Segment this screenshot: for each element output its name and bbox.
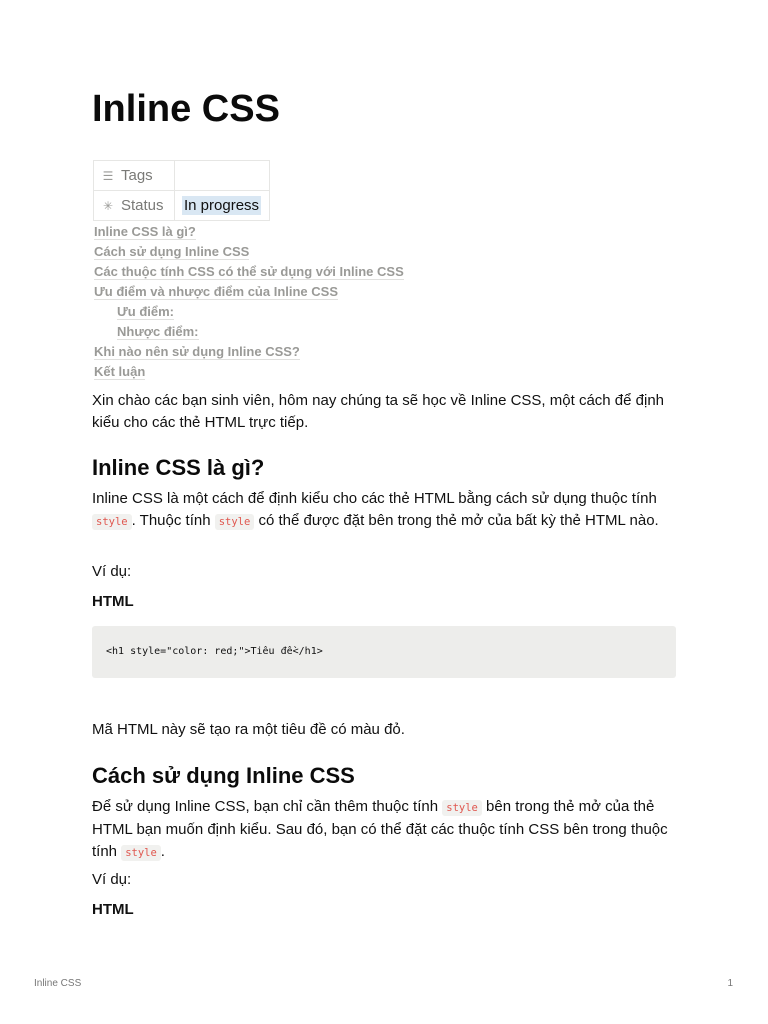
inline-code: style (92, 514, 132, 530)
intro-paragraph: Xin chào các bạn sinh viên, hôm nay chúng ta sẽ học về Inline CSS, một cách để định kiểu cho các thẻ HTML trực tiếp. (92, 392, 665, 431)
toc-link[interactable]: Khi nào nên sử dụng Inline CSS? (94, 344, 300, 359)
section-heading: Cách sử dụng Inline CSS (92, 763, 355, 788)
table-of-contents (94, 222, 404, 382)
toc-link[interactable]: Inline CSS là gì? (94, 224, 196, 239)
page-title: Inline CSS (92, 88, 280, 130)
inline-code: style (442, 800, 482, 816)
body-paragraph: Mã HTML này sẽ tạo ra một tiêu đề có màu đỏ. (92, 721, 405, 738)
footer-title: Inline CSS (34, 978, 82, 989)
status-badge: In progress (184, 197, 260, 214)
body-paragraph: Để sử dụng Inline CSS, bạn chỉ cần thêm thuộc tính style bên trong thẻ mở của thẻ HTML bạn muốn định kiểu. Sau đó, bạn có thể đặt các thuộc tính CSS bên trong thuộc tính style . (92, 798, 668, 860)
toc-link[interactable]: Kết luận (94, 364, 146, 379)
property-value-tags[interactable] (175, 161, 270, 191)
toc-link[interactable]: Các thuộc tính CSS có thể sử dụng với Inline CSS (94, 264, 404, 279)
example-label: Ví dụ: (92, 563, 132, 580)
body-paragraph: Inline CSS là một cách để định kiểu cho các thẻ HTML bằng cách sử dụng thuộc tính style . Thuộc tính style có thể được đặt bên trong thẻ mở của bất kỳ thẻ HTML nào. (92, 490, 659, 529)
code-language-label: HTML (92, 593, 134, 610)
section-heading: Inline CSS là gì? (92, 455, 265, 480)
toc-link[interactable]: Cách sử dụng Inline CSS (94, 244, 250, 259)
list-icon: ☰ (102, 169, 114, 183)
property-key-label: Status (121, 197, 164, 214)
inline-code: style (215, 514, 255, 530)
example-label: Ví dụ: (92, 871, 132, 888)
toc-link[interactable]: Nhược điểm: (117, 324, 199, 339)
inline-code: style (121, 845, 161, 861)
code-language-label: HTML (92, 901, 134, 918)
properties-table (93, 160, 270, 221)
property-key (94, 161, 175, 191)
code-text: <h1 style="color: red;">Tiêu đề</h1> (106, 646, 323, 657)
page-number: 1 (727, 978, 733, 989)
code-block (92, 626, 676, 678)
property-key-label: Tags (121, 167, 153, 184)
toc-link[interactable]: Ưu điểm: (117, 304, 175, 319)
property-key (94, 191, 175, 221)
toc-link[interactable]: Ưu điểm và nhược điểm của Inline CSS (94, 284, 338, 299)
property-row-status (94, 191, 270, 221)
property-value-status[interactable] (175, 191, 270, 221)
status-icon: ✳ (102, 199, 114, 213)
property-row-tags (94, 161, 270, 191)
